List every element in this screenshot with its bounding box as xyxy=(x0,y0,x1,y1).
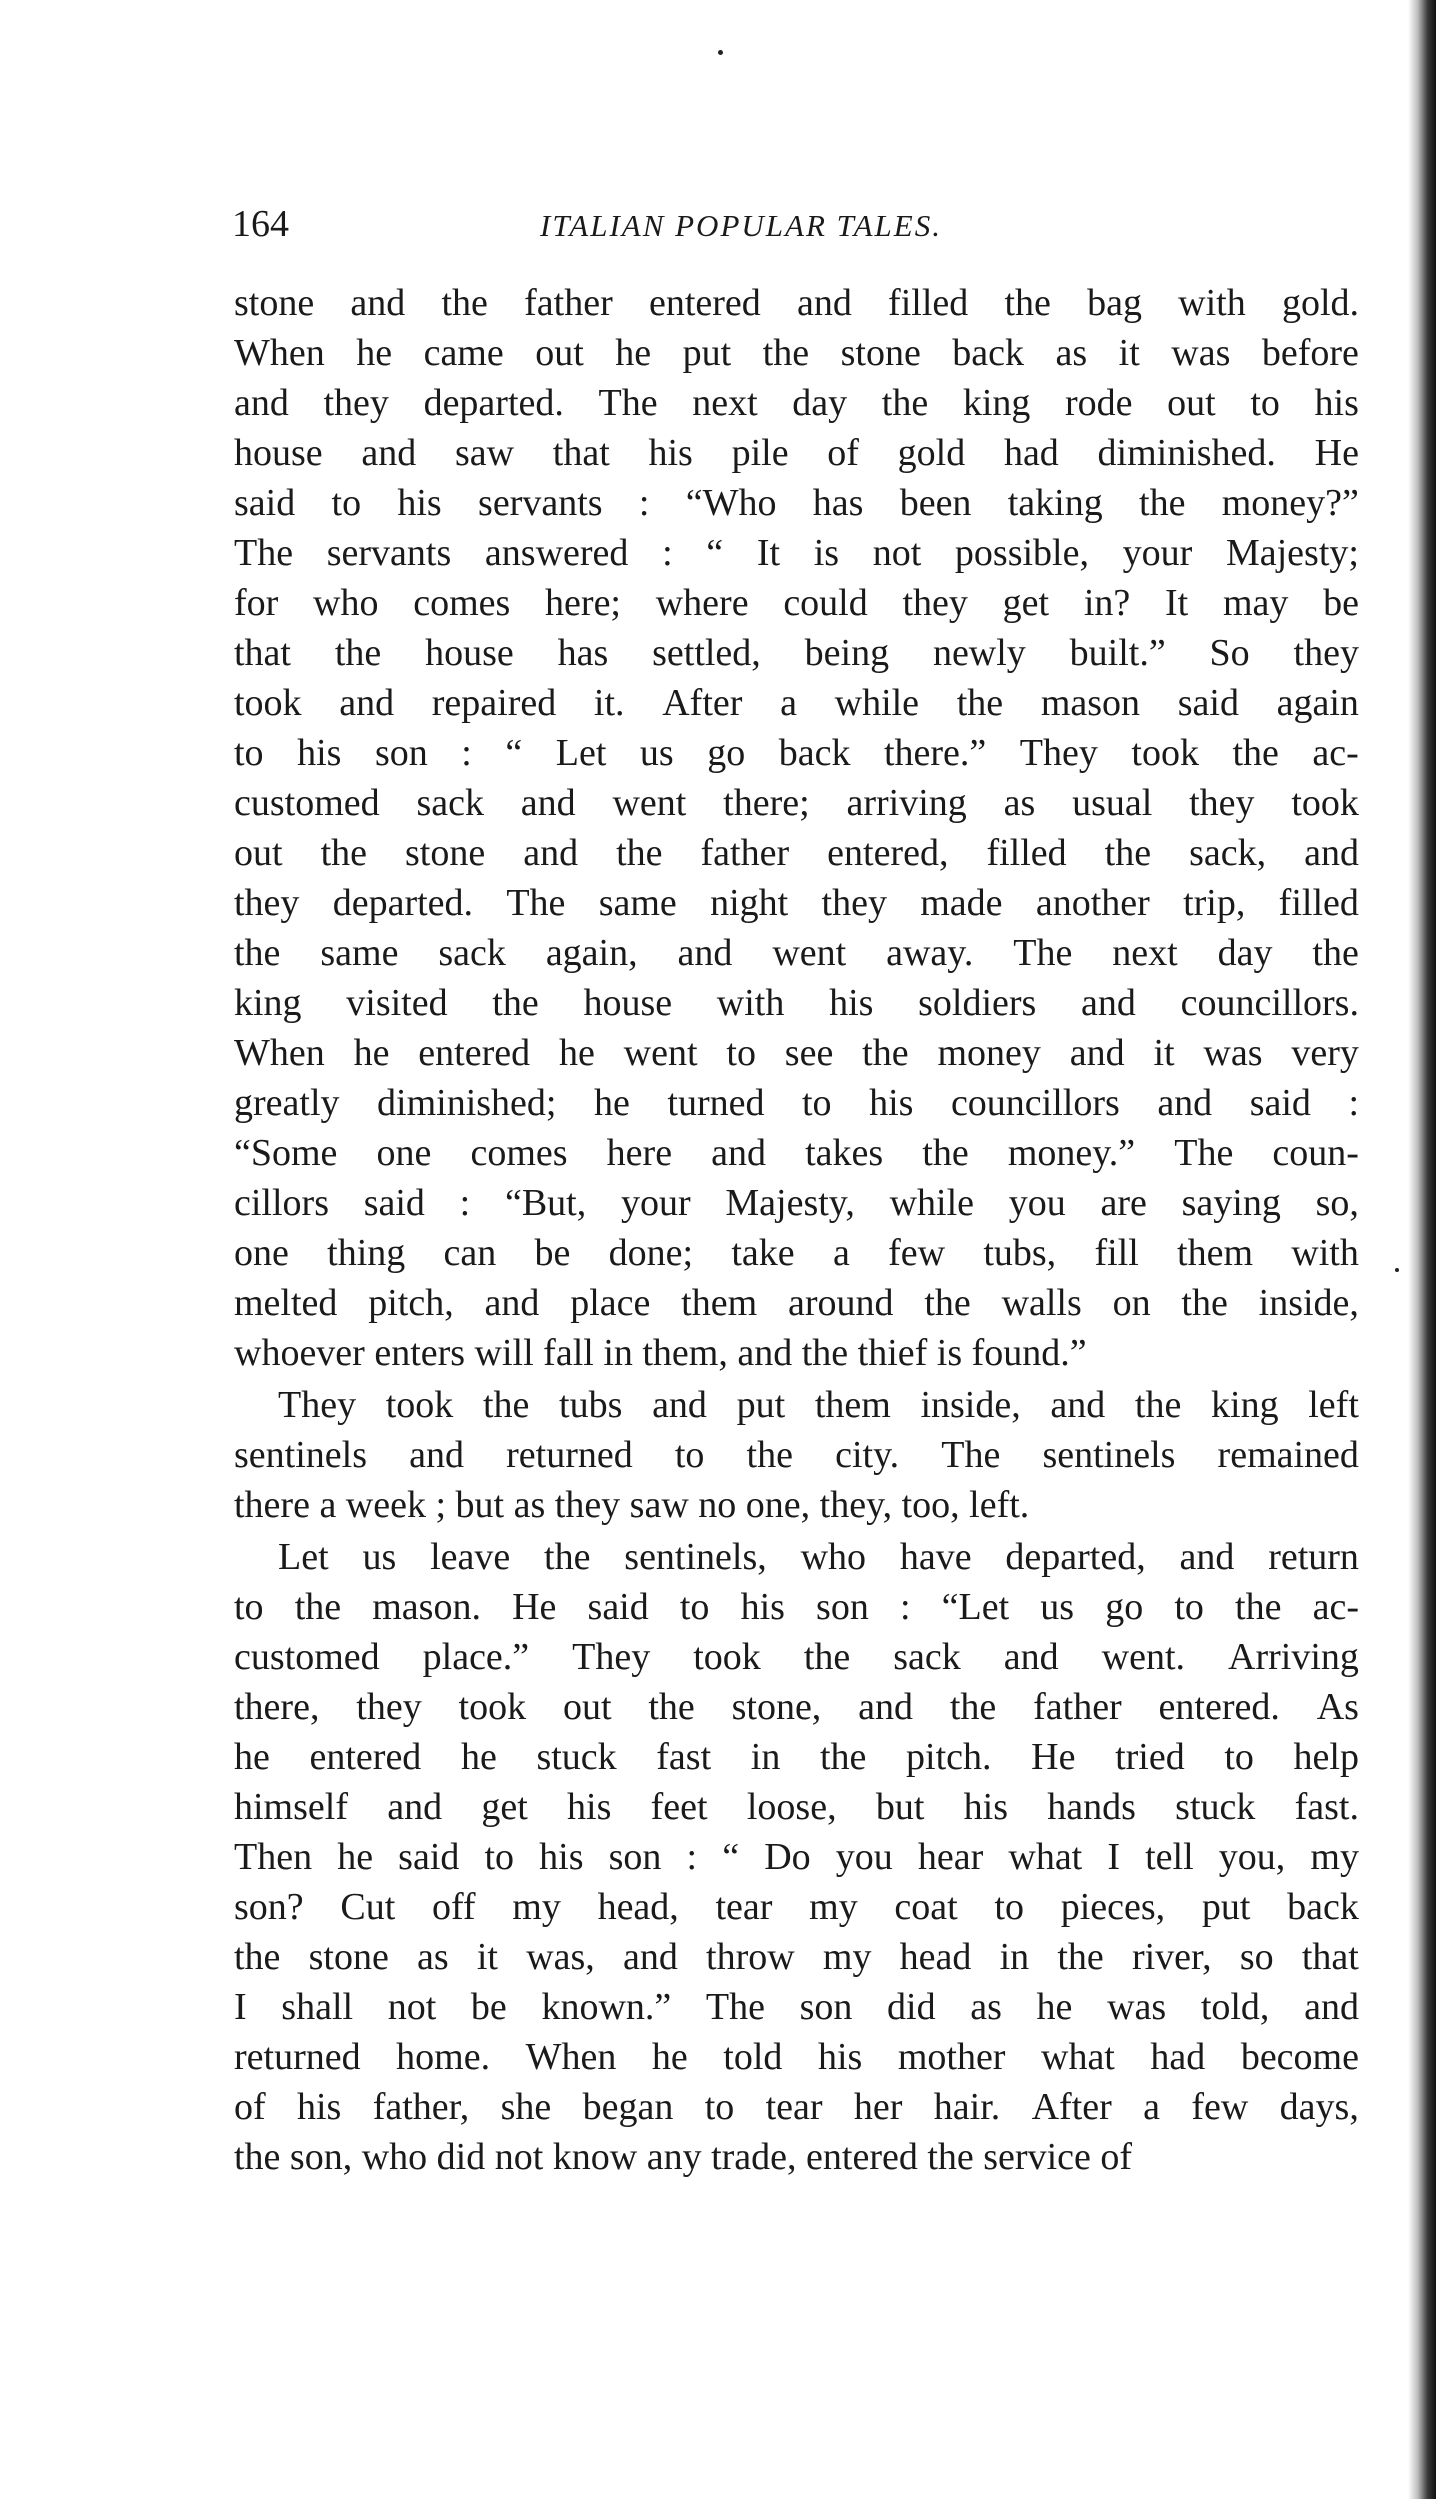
text-line: Let us leave the sentinels, who have departed, and return xyxy=(278,1536,1359,1578)
text-line: son? Cut off my head, tear my coat to pieces, put back xyxy=(234,1886,1359,1928)
text-line: there, they took out the stone, and the father entered. As xyxy=(234,1686,1359,1728)
text-line: to the mason. He said to his son : “Let us go to the ac- xyxy=(234,1586,1359,1628)
page-number: 164 xyxy=(232,203,289,245)
text-line: “Some one comes here and takes the money.” The coun- xyxy=(234,1132,1359,1174)
page-edge-shadow xyxy=(1408,0,1436,2499)
page-header xyxy=(232,198,1360,258)
text-line: to his son : “ Let us go back there.” They took the ac- xyxy=(234,732,1359,774)
text-line: himself and get his feet loose, but his hands stuck fast. xyxy=(234,1786,1359,1828)
ink-speck xyxy=(1395,1268,1399,1272)
text-line: cillors said : “But, your Majesty, while you are saying so, xyxy=(234,1182,1359,1224)
running-head: ITALIAN POPULAR TALES. xyxy=(540,208,942,243)
text-line: melted pitch, and place them around the walls on the inside, xyxy=(234,1282,1359,1324)
text-line: one thing can be done; take a few tubs, fill them with xyxy=(234,1232,1359,1274)
text-line: greatly diminished; he turned to his councillors and said : xyxy=(234,1082,1359,1124)
text-line: sentinels and returned to the city. The sentinels remained xyxy=(234,1434,1359,1476)
text-line: customed place.” They took the sack and went. Arriving xyxy=(234,1636,1359,1678)
text-line: returned home. When he told his mother what had become xyxy=(234,2036,1359,2078)
body-text xyxy=(234,278,1359,2182)
text-line: Then he said to his son : “ Do you hear what I tell you, my xyxy=(234,1836,1359,1878)
text-line: I shall not be known.” The son did as he was told, and xyxy=(234,1986,1359,2028)
text-line: the stone as it was, and throw my head in the river, so that xyxy=(234,1936,1359,1978)
paragraph xyxy=(234,278,1359,1378)
text-line: whoever enters will fall in them, and the thief is found.” xyxy=(234,1332,1087,1374)
text-line: of his father, she began to tear her hair. After a few days, xyxy=(234,2086,1359,2128)
text-line: said to his servants : “Who has been taking the money?” xyxy=(234,482,1359,524)
text-line: house and saw that his pile of gold had diminished. He xyxy=(234,432,1359,474)
text-line: stone and the father entered and filled the bag with gold. xyxy=(234,282,1359,324)
text-line: When he entered he went to see the money and it was very xyxy=(234,1032,1359,1074)
text-line: that the house has settled, being newly built.” So they xyxy=(234,632,1359,674)
text-line: the same sack again, and went away. The next day the xyxy=(234,932,1359,974)
text-line: out the stone and the father entered, filled the sack, and xyxy=(234,832,1359,874)
text-line: customed sack and went there; arriving as usual they took xyxy=(234,782,1359,824)
ink-speck xyxy=(718,50,723,55)
text-line: he entered he stuck fast in the pitch. He tried to help xyxy=(234,1736,1359,1778)
text-line: and they departed. The next day the king rode out to his xyxy=(234,382,1359,424)
paragraph xyxy=(234,1380,1359,1530)
text-line: they departed. The same night they made another trip, filled xyxy=(234,882,1359,924)
text-line: for who comes here; where could they get in? It may be xyxy=(234,582,1359,624)
text-line: They took the tubs and put them inside, and the king left xyxy=(278,1384,1359,1426)
text-line: the son, who did not know any trade, entered the service of xyxy=(234,2136,1133,2178)
text-line: there a week ; but as they saw no one, they, too, left. xyxy=(234,1484,1030,1526)
text-line: took and repaired it. After a while the mason said again xyxy=(234,682,1359,724)
text-line: The servants answered : “ It is not possible, your Majesty; xyxy=(234,532,1359,574)
paragraph xyxy=(234,1532,1359,2182)
text-line: king visited the house with his soldiers and councillors. xyxy=(234,982,1359,1024)
text-line: When he came out he put the stone back as it was before xyxy=(234,332,1359,374)
